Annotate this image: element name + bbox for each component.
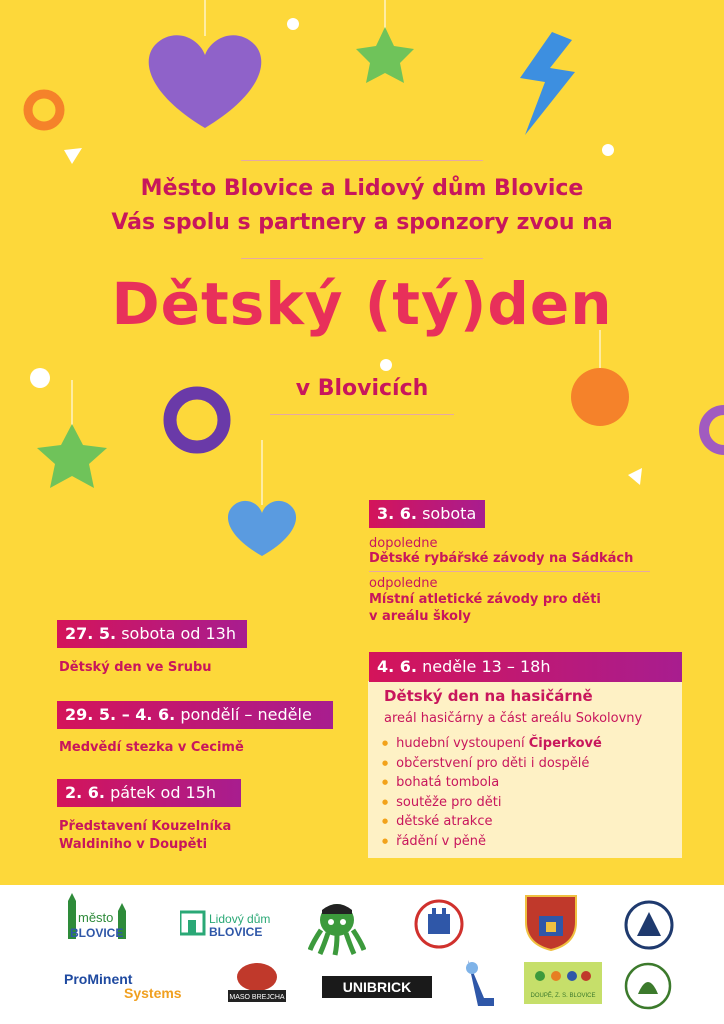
list-item: ● bohatá tombola bbox=[382, 773, 602, 793]
blue-heart-icon bbox=[228, 501, 296, 556]
invitation-line: Vás spolu s partnery a sponzory zvou na bbox=[111, 210, 613, 235]
event-name-2-6-line2: Waldiniho v Doupěti bbox=[59, 837, 208, 852]
list-item: ● dětské atrakce bbox=[382, 812, 602, 832]
date-bar-sat bbox=[369, 500, 485, 528]
date-bar-27-5 bbox=[57, 620, 247, 648]
location-subtitle: v Blovicích bbox=[295, 376, 429, 401]
prominent-line2: Systems bbox=[124, 985, 182, 1001]
morning-event: Dětské rybářské závody na Sádkách bbox=[369, 551, 634, 566]
day: sobota od 13h bbox=[121, 624, 236, 643]
circle-badge-logo bbox=[624, 900, 674, 950]
mesto-line1: město bbox=[78, 910, 114, 925]
maso-brejcha-logo bbox=[226, 960, 288, 1004]
purple-ring-icon-2 bbox=[704, 410, 724, 450]
divider-bottom bbox=[270, 414, 454, 415]
divider-mid bbox=[241, 258, 483, 259]
event-name-2-6-line1: Představení Kouzelníka bbox=[59, 819, 232, 834]
sunday-subtitle: areál hasičárny a část areálu Sokolovny bbox=[384, 711, 643, 726]
mesto-line2: BLOVICE bbox=[70, 926, 124, 940]
morning-label: dopoledne bbox=[369, 536, 438, 551]
event-name-29-5: Medvědí stezka v Cecimě bbox=[59, 740, 244, 755]
divider-top bbox=[241, 160, 483, 161]
unibrick-logo bbox=[322, 976, 432, 998]
mesto-blovice-logo bbox=[62, 893, 136, 943]
purple-ring-icon bbox=[170, 393, 224, 447]
prominent-line1: ProMinent bbox=[64, 971, 133, 987]
page-title: Dětský (tý)den bbox=[111, 270, 613, 338]
lidovy-line1: Lidový dům bbox=[209, 912, 270, 926]
sokol-logo bbox=[414, 898, 464, 950]
afternoon-event-line1: Místní atletické závody pro děti bbox=[369, 592, 601, 607]
orange-ring-icon bbox=[28, 94, 60, 126]
date: 27. 5. bbox=[65, 624, 117, 643]
list-item: ● občerstvení pro děti i dospělé bbox=[382, 754, 602, 774]
day: pátek od 15h bbox=[110, 783, 217, 802]
organizers-line: Město Blovice a Lidový dům Blovice bbox=[140, 176, 584, 201]
list-item: ● hudební vystoupení Čiperkové bbox=[382, 734, 602, 754]
firefighters-shield-logo bbox=[524, 892, 578, 952]
blue-lightning-icon bbox=[520, 32, 575, 135]
event-name-27-5: Dětský den ve Srubu bbox=[59, 660, 212, 675]
day: sobota bbox=[422, 504, 477, 523]
lidovy-dum-logo bbox=[180, 906, 270, 940]
afternoon-event-line2: v areálu školy bbox=[369, 609, 471, 624]
green-star-icon-2 bbox=[37, 424, 107, 488]
date-bar-29-5 bbox=[57, 701, 333, 729]
lidovy-line2: BLOVICE bbox=[209, 925, 263, 939]
purple-heart-icon bbox=[149, 35, 262, 128]
date: 29. 5. – 4. 6. bbox=[65, 705, 176, 724]
green-star-icon bbox=[356, 27, 414, 83]
divider-sat bbox=[369, 571, 650, 572]
date-bar-sun bbox=[369, 652, 682, 682]
sunday-program-list bbox=[382, 734, 602, 851]
list-item: ● řádění v pěně bbox=[382, 832, 602, 852]
doupe-text: DOUPĚ, Z. S. BLOVICE bbox=[530, 993, 596, 999]
maso-text: MASO BREJCHA bbox=[229, 994, 285, 1001]
hockey-logo bbox=[462, 958, 498, 1010]
sunday-title: Dětský den na hasičárně bbox=[384, 687, 593, 705]
unibrick-text: UNIBRICK bbox=[342, 979, 412, 995]
day: neděle 13 – 18h bbox=[422, 657, 551, 676]
green-circle-logo bbox=[624, 962, 672, 1010]
date: 3. 6. bbox=[377, 504, 417, 523]
day: pondělí – neděle bbox=[180, 705, 312, 724]
octopus-logo bbox=[308, 900, 366, 956]
date: 4. 6. bbox=[377, 657, 417, 676]
list-item: ● soutěže pro děti bbox=[382, 793, 602, 813]
date: 2. 6. bbox=[65, 783, 105, 802]
date-bar-2-6 bbox=[57, 779, 241, 807]
afternoon-label: odpoledne bbox=[369, 576, 438, 591]
prominent-logo bbox=[64, 968, 184, 1004]
doupe-logo bbox=[524, 962, 602, 1004]
